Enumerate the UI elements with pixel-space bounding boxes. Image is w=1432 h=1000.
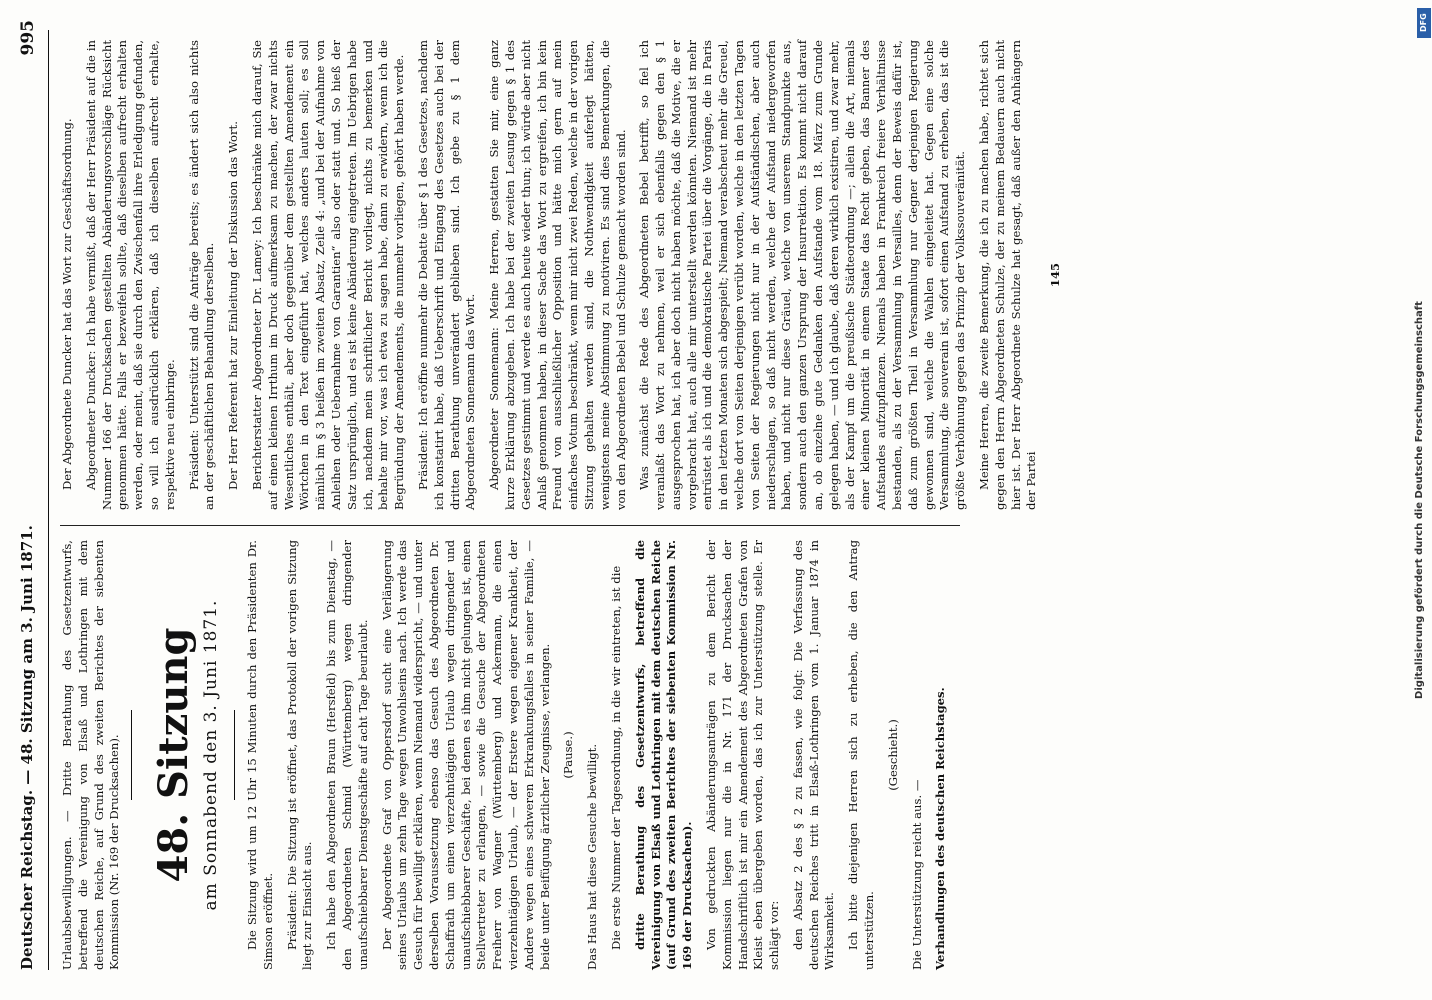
stage-direction: (Pause.) [561,731,576,779]
paragraph: Das Haus hat diese Gesuche bewilligt. [585,743,600,970]
agenda-summary: Urlaubsbewilligungen. — Dritte Berathung des Gesetzentwurfs, betreffend die Vereinigung von Elsaß und Lothringen mit dem deutschen Reiche, auf Grund des zweiten Berichtes der siebenten Kommission (Nr. 169 der Drucksachen). [60,540,122,970]
paragraph: Der Abgeordnete Duncker hat das Wort zur Geschäftsordnung. [60,118,74,490]
amendment-text: den Absatz 2 des § 2 zu fassen, wie folgt: Die Verfassung des deutschen Reiches tritt in Elsaß-Lothringen vom 1. Januar 1874 in Wirksamkeit. [790,540,837,970]
paragraph: Die Sitzung wird um 12 Uhr 15 Minuten durch den Präsidenten Dr. Simson eröffnet. [244,540,275,970]
paragraph: Die Unterstützung reicht aus. — [909,779,924,970]
paragraph: Abgeordneter Sonnemann: Meine Herren, gestatten Sie mir, eine ganz kurze Erklärung abzugeben. Ich habe bei der zweiten Lesung gegen § 1 des Gesetzes gestimmt und werde es auch heute wieder thun; ich würde aber nicht Anlaß genommen haben, in dieser Sache das Wort zu ergreifen, ich bin kein Freund von ausschließlicher Opposition und hätte mich gern auf mein einfaches Votum beschränkt, wenn mir nicht zwei Reden, welche in der vorigen Sitzung gehalten werden sind, die Nothwendigkeit auferlegt hätten, wenigstens meine Abstimmung zu motiviren. Es sind dies Bemerkungen, die von den Abgeordneten Bebel und Schulze gemacht worden sind. [487,40,628,510]
sheet-number: 145 [1048,262,1063,288]
dfg-logo: DFG [1417,8,1431,38]
paragraph: Ich bitte diejenigen Herren sich zu erheben, die den Antrag unterstützen. [846,540,877,970]
digitization-note: Digitalisierung gefördert durch die Deutsche Forschungsgemeinschaft [1414,301,1425,699]
left-column [60,540,957,970]
page-number: 995 [18,20,38,56]
stage-direction: (Geschieht.) [885,719,900,791]
paragraph: Was zunächst die Rede des Abgeordneten Bebel betrifft, so fiel ich veranlaßt das Wort zu nehmen, weil er sich ebenfalls gegen den § 1 ausgesprochen hat, ich aber doch nicht haben möchte, daß die Motive, die er vorgebracht hat, auch alle mir unterstellt werden könnten. Niemand ist mehr entrüstet als ich und die demokratische Partei über die Vorgänge, die in Paris in den letzten Monaten sich abgespielt; Niemand verabscheut mehr die Greuel, welche dort von Seiten derjenigen verübt worden, welche in den letzten Tagen von Seiten der Regierungen nicht nur in der Aufständischen, aber auch niederschlagen, so daß nicht werden, welche der Aufstand niedergeworfen haben, und nicht nur diese Gräuel, welche von unserem Standpunkte aus, sondern auch den ganzen Ursprung der Insurrektion. Es kommt nicht darauf an, ob einzelne gute Gedanken den Aufstande vom 18. März zum Grunde gelegen haben, — und ich glaube, daß deren wirklich existiren, und zwar mehr, als der Kampf um die preußische Städteordnung —; allein die Art, niemals einer kleinen Minorität in einem Staate das Recht geben, das Banner des Aufstandes aufzupflanzen. Niemals haben in Frankreich freiere Verhältnisse bestanden, als zu der Versammlung in Versailles, denn der Beweis dafür ist, daß zum größten Theil in Versammlung nur Gegner derjenigen Regierung gewonnen sind, welche die Wahlen eingeleitet hat. Gegen eine solche Versammlung, die souverain ist, sofort einen Aufstand zu erheben, das ist die größte Verhöhnung gegen das Prinzip der Volkssouveränität. [637,40,968,510]
paragraph: Der Herr Referent hat zur Einleitung der Diskussion das Wort. [226,121,241,490]
header-rule [48,30,49,970]
paragraph: Präsident: Unterstützt sind die Anträge bereits; es ändert sich also nichts an der geschäftlichen Behandlung derselben. [186,40,217,510]
paragraph: Berichterstatter Abgeordneter Dr. Lamey: Ich beschränke mich darauf, Sie auf einen kleinen Irrthum im Druck aufmerksam zu machen, der zwar nichts Wesentliches enthält, aber doch gegenüber dem gestellten Amendement ein Wörtchen in den Text eingeführt hat, welches anders lauten soll; es soll nämlich im § 3 heißen im zweiten Absatz, Zeile 4: „und bei der Aufnahme von Anleihen oder Uebernahme von Garantien“ also oder statt und. So hieß der Satz ursprünglich, und es ist keine Abänderung eingetreten. Im Uebrigen habe ich, nachdem mein schriftlicher Bericht vorliegt, nichts zu bemerken und behalte mir vor, was ich etwa zu sagen habe, dann zu erwidern, wenn ich die Begründung der Amendements, die nunmehr vorliegen, gehört haben werde. [249,40,407,510]
session-title: 48. Sitzung [150,627,198,883]
page-header [18,20,46,970]
paragraph: Meine Herren, die zweite Bemerkung, die ich zu machen habe, richtet sich gegen den Herrn Abgeordneten Schulze, der zu meinem Bedauern auch nicht hier ist. Der Herr Abgeordnete Schulze hat gesagt, daß außer den Anhängern der Partei [977,40,1039,510]
section-divider [234,710,235,800]
column-divider [60,525,960,526]
session-date: am Sonnabend den 3. Juni 1871. [201,599,222,911]
running-head: Deutscher Reichstag. — 48. Sitzung am 3. Juni 1871. [18,525,36,970]
paragraph: Die erste Nummer der Tagesordnung, in die wir eintreten, ist die [608,565,623,950]
right-column [60,40,1072,510]
footer-publication: Verhandlungen des deutschen Reichstages. [933,687,948,970]
digitization-footer [1407,0,1432,1000]
agenda-item: dritte Berathung des Gesetzentwurfs, betreffend die Vereinigung von Elsaß und Lothringen mit dem deutschen Reiche (auf Grund des zweiten Berichtes der siebenten Kommission Nr. 169 der Drucksachen). [632,540,695,970]
paragraph: Ich habe den Abgeordneten Braun (Hersfeld) bis zum Dienstag, — den Abgeordneten Schmid (Württemberg) wegen dringender unaufschiebbarer Dienstgeschäfte auf acht Tage beurlaubt. [324,540,370,970]
section-divider [131,710,132,800]
paragraph: Präsident: Ich eröffne nunmehr die Debatte über § 1 des Gesetzes, nachdem ich konstatirt habe, daß Ueberschrift und Eingang des Gesetzes auch bei der dritten Berathung unverändert geblieben sind. Ich gebe zu § 1 dem Abgeordneten Sonnemann das Wort. [415,40,478,510]
paragraph: Präsident: Die Sitzung ist eröffnet, das Protokoll der vorigen Sitzung liegt zur Einsicht aus. [284,540,315,970]
paragraph: Der Abgeordnete Graf von Oppersdorf sucht eine Verlängerung seines Urlaubs um zehn Tage wegen Unwohlseins nach. Ich werde das Gesuch für bewilligt erklären, wenn Niemand widerspricht, — und unter derselben Voraussetzung ebenso das Gesuch des Abgeordneten Dr. Schaffrath um einen vierzehntägigen Urlaub wegen dringender und unaufschiebbarer Geschäfte, bei denen es ihm nicht gelungen ist, einen Stellvertreter zu erlangen, — sowie die Gesuche der Abgeordneten Freiherr von Wagner (Württemberg) und Ackermann, die einen vierzehntägigen Urlaub, — der Erstere wegen eigener Krankheit, der Andere wegen eines schweren Erkrankungsfalles in seiner Familie, — beide unter Beifügung ärztlicher Zeugnisse, verlangen. [379,540,552,970]
paragraph: Abgeordneter Duncker: Ich habe vermißt, daß der Herr Präsident auf die in Nummer 166 der Drucksachen gestellten Abänderungsvorschläge Rücksicht genommen hätte. Falls er bezweifeln sollte, daß dieselben aufrecht erhalten werden, oder meint, daß sie durch den Zwischenfall ihre Erledigung gefunden, so will ich ausdrücklich erklären, daß ich dieselben aufrecht erhalte, respektive neu einbringe. [83,40,177,510]
paragraph: Von gedruckten Abänderungsanträgen zu dem Bericht der Kommission liegen nur die in Nr. 171 der Drucksachen der Handschriftlich ist mir ein Amendement des Abgeordneten Grafen von Kleist eben übergeben worden, das ich zur Unterstützung stelle. Er schlägt vor: [703,540,782,970]
